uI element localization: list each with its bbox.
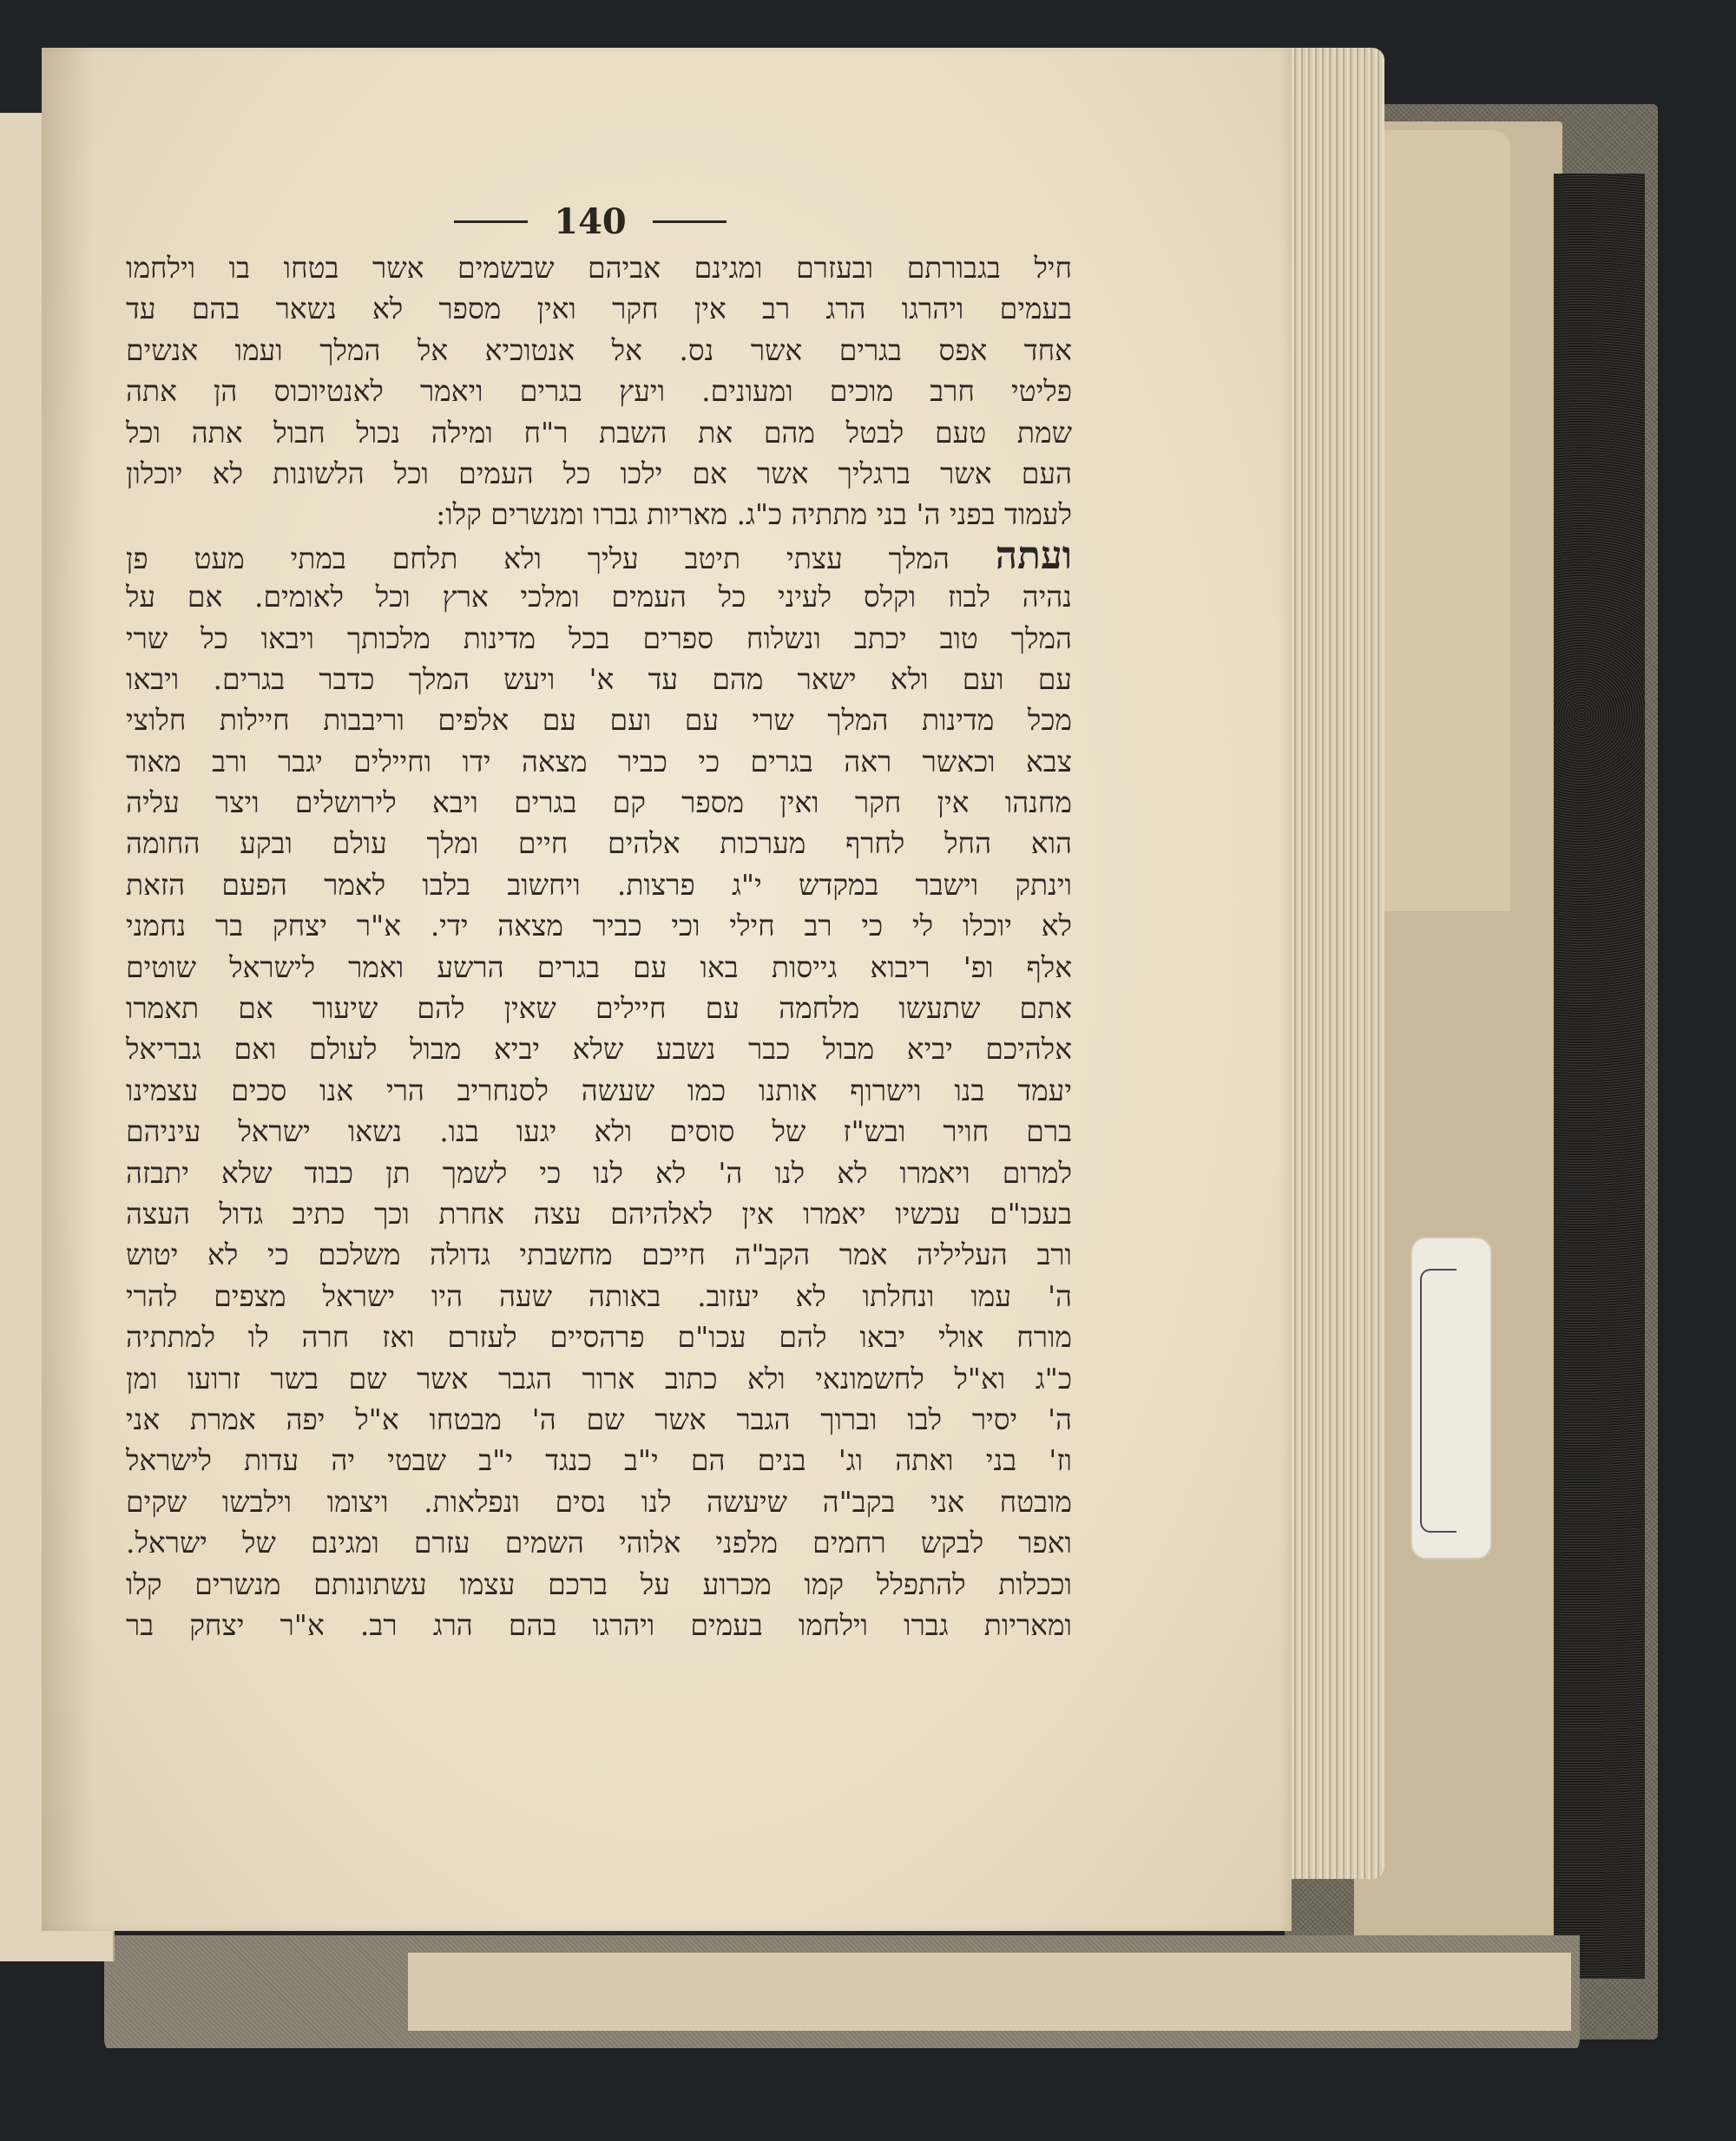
text-line: ואפר לבקש רחמים מלפני אלוהי השמים עזרם ומגינם של ישראל. <box>126 1526 1072 1560</box>
text-line-rest: המלך עצתי תיטב עליך ולא תלחם במתי מעט פן <box>126 541 950 575</box>
text-line: מחנהו אין חקר ואין מספר קם בגרים ויבא לירושלים ויצר עליה <box>126 785 1072 820</box>
lower-paper-edge <box>408 1953 1571 2031</box>
text-line: וז' בני ואתה וג' בנים הם י"ב כנגד י"ב שבטי יה עדות לישראל <box>126 1443 1072 1478</box>
header-rule-left <box>454 220 528 223</box>
text-line: בעמים ויהרגו הרג רב אין חקר ואין מספר לא נשאר בהם עד <box>126 292 1072 326</box>
text-line: אחד אפס בגרים אשר נס. אל אנטוכיא אל המלך ועמו אנשים <box>126 332 1072 367</box>
text-line: ומאריות גברו וילחמו בעמים ויהרגו בהם הרג רב. א"ר יצחק בר <box>126 1607 1072 1642</box>
page-header <box>434 195 746 247</box>
library-label-frame <box>1420 1269 1457 1533</box>
text-line: למרום ויאמרו לא לנו ה' לא לנו כי לשמך תן כבוד שלא יתבזה <box>126 1155 1072 1190</box>
text-line: ה' יסיר לבו וברוך הגבר אשר שם ה' מבטחו א"ל יפה אמרת אני <box>126 1402 1072 1436</box>
text-line: פליטי חרב מוכים ומעונים. ויעץ בגרים ויאמר לאנטיוכוס הן אתה <box>126 374 1072 409</box>
text-line: אלף ופ' ריבוא גייסות באו עם בגרים הרשע ואמר לישראל שוטים <box>126 949 1072 984</box>
cover-spine-edge <box>1554 174 1645 1979</box>
text-line: וככלות להתפלל קמו מכרוע על ברכם עצמו עשתונותם מנשרים קלו <box>126 1566 1072 1601</box>
text-line: המלך טוב יכתב ונשלוח ספרים בכל מדינות מלכותך ויבאו כל שרי <box>126 621 1072 655</box>
text-line: חיל בגבורתם ובעזרם ומגינם אביהם שבשמים אשר בטחו בו וילחמו <box>126 251 1072 285</box>
text-line: מובטח אני בקב"ה שיעשה לנו נסים ונפלאות. ויצומו וילבשו שקים <box>126 1484 1072 1519</box>
text-line: נהיה לבוז וקלס לעיני כל העמים ומלכי ארץ וכל לאומים. אם על <box>126 580 1072 614</box>
text-line: וינתק וישבר במקדש י"ג פרצות. ויחשוב בלבו לאמר הפעם הזאת <box>126 867 1072 902</box>
text-line: לא יוכלו לי כי רב חילי וכי כביר מצאה ידי. א"ר יצחק בר נחמני <box>126 909 1072 943</box>
background-bottom <box>0 2048 1736 2141</box>
text-line-with-lead <box>126 535 1072 576</box>
lead-word: ועתה <box>995 535 1072 577</box>
gutter-shadow <box>42 48 94 1931</box>
text-line: הוא החל לחרף מערכות אלהים חיים ומלך עולם ובקע החומה <box>126 826 1072 861</box>
text-line: שמת טעם לבטל מהם את השבת ר"ח ומילה נכול חבול אתה וכל <box>126 415 1072 450</box>
text-line: כ"ג וא"ל לחשמונאי ולא כתוב ארור הגבר אשר שם בשר זרועו ומן <box>126 1361 1072 1396</box>
text-line: אתם שתעשו מלחמה עם חיילים שאין להם שיעור אם תאמרו <box>126 991 1072 1026</box>
header-rule-right <box>653 220 727 223</box>
text-line: מכל מדינות המלך שרי עם ועם עם אלפים וריבבות חיילות חלוצי <box>126 703 1072 738</box>
text-line: אלהיכם יביא מבול כבר נשבע שלא יביא מבול לעולם ואם גבריאל <box>126 1032 1072 1067</box>
text-line: לעמוד בפני ה' בני מתתיה כ"ג. מאריות גברו ומנשרים קלו: <box>436 497 1072 532</box>
text-line: יעמד בנו וישרוף אותנו כמו שעשה לסנחריב הרי אנו סכים עצמינו <box>126 1073 1072 1107</box>
text-line: ורב העליליה אמר הקב"ה חייכם מחשבתי גדולה משלכם כי לא יטוש <box>126 1238 1072 1272</box>
page-text <box>126 247 1072 1888</box>
text-line: בעכו"ם עכשיו יאמרו אין לאלהיהם עצה אחרת וכך כתיב גדול העצה <box>126 1196 1072 1231</box>
page-number: 140 <box>554 200 627 242</box>
text-line: ה' עמו ונחלתו לא יעזוב. באותה שעה היו ישראל מצפים להרי <box>126 1278 1072 1313</box>
text-line: ברם חויר ובש"ז של סוסים ולא יגעו בנו. נשאו ישראל עיניהם <box>126 1114 1072 1149</box>
text-line: צבא וכאשר ראה בגרים כי כביר מצאה ידו וחיילים יגבר ורב מאוד <box>126 744 1072 778</box>
text-line: העם אשר ברגליך אשר אם ילכו כל העמים וכל הלשונות לא יוכלון <box>126 456 1072 490</box>
text-line: מורח אולי יבאו להם עכו"ם פרהסיים לעזרם ואז חרה לו למתתיה <box>126 1320 1072 1355</box>
text-line: עם ועם ולא ישאר מהם עד א' ויעש המלך כדבר בגרים. ויבאו <box>126 661 1072 696</box>
